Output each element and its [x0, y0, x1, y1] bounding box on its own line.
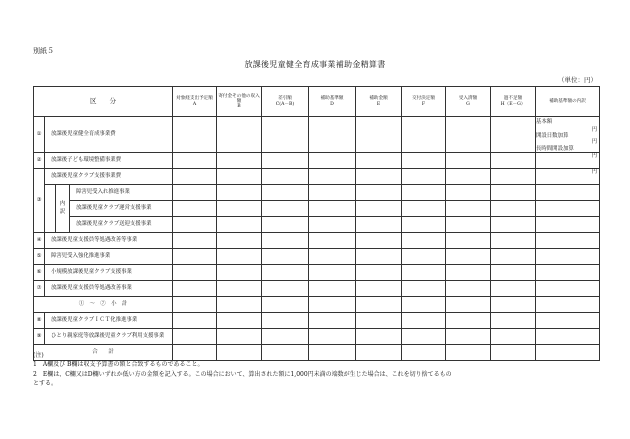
row-3-inner-text: 内訳: [59, 200, 66, 216]
header-d: [309, 87, 356, 117]
row-4-label: 放課後児童支援員等処遇改善等事業: [45, 232, 173, 248]
row-2-number: ②: [34, 152, 45, 168]
row-1-note-days: [536, 127, 600, 139]
header-b-letter: B: [237, 104, 241, 110]
document-title: 放課後児童健全育成事業補助金精算書: [244, 60, 386, 69]
row-4: [34, 232, 600, 248]
row-4-number: ④: [34, 232, 45, 248]
row-9: [34, 328, 600, 344]
row-1-note-long-text: 長時間開設加算: [536, 145, 574, 152]
row-6-label: 小規模放課後児童クラブ支援事業: [45, 264, 173, 280]
header-row: [34, 87, 600, 117]
header-f-text: 交付決定額: [412, 96, 435, 102]
header-h-letter: H（E－G）: [500, 101, 526, 107]
row-2-label: 放課後子ども環境整備事業費: [45, 152, 173, 168]
unit-label: （単位：円）: [558, 76, 597, 84]
row-6-number: ⑥: [34, 264, 45, 280]
header-f: [402, 87, 446, 117]
header-h-text: 過不足額: [503, 96, 523, 102]
header-c-text: 差引額: [278, 96, 292, 102]
header-a-text: 対象経支出予定額: [176, 96, 213, 102]
row-1-number: ①: [34, 117, 45, 153]
row-8-number: ⑧: [34, 312, 45, 328]
row-8-label: 放課後児童クラブＩＣＴ化推進事業: [45, 312, 173, 328]
row-3-sub-3-label: 放課後児童クラブ送迎支援事業: [70, 216, 173, 232]
subtotal-row: [34, 296, 600, 312]
notes-section: [33, 351, 603, 388]
note-1: 1 A欄及び B欄は収支予算書の額と合致するものであること。: [33, 361, 204, 369]
row-7-number: ⑦: [34, 280, 45, 296]
header-d-letter: D: [330, 101, 334, 107]
header-c: [262, 87, 309, 117]
settlement-table: [33, 86, 600, 361]
row-1-note-days-text: 開設日数加算: [536, 133, 569, 140]
row-3-sub-1: [34, 184, 600, 200]
header-h: [491, 87, 536, 117]
header-b-text: 寄付金その他の収入額: [218, 93, 260, 104]
header-e-letter: E: [376, 101, 381, 107]
row-5: [34, 248, 600, 264]
row-1-yen-1: 円: [591, 127, 597, 133]
header-e-text: 補助金額: [369, 96, 388, 102]
row-1-note-basic: [536, 117, 600, 128]
row-3: [34, 168, 600, 184]
row-3-sub-3: [34, 216, 600, 232]
subtotal-label: ① ～ ⑦ 小 計: [34, 296, 173, 312]
note-2-continued: とする。: [33, 379, 58, 387]
note-2: 2 E欄は、C欄又はD欄いずれか低い方の金額を記入する。この場合において、算出された額に1,000円未満の端数が生じた場合は、これを切り捨てるもの: [33, 370, 452, 378]
row-5-number: ⑤: [34, 248, 45, 264]
header-d-text: 補助基準額: [320, 96, 344, 102]
header-a-letter: A: [192, 101, 197, 107]
row-9-label: ひとり親家庭等放課後児童クラブ利用支援事業: [45, 328, 173, 344]
header-kubun: 区 分: [34, 87, 173, 117]
row-1-note-basic-text: 基本額: [536, 118, 553, 125]
row-1-yen-2: 円: [591, 139, 597, 146]
header-g: [446, 87, 491, 117]
header-a: [173, 87, 217, 117]
row-7-label: 放課後児童支援員等処遇改善事業: [45, 280, 173, 296]
header-g-letter: G: [466, 101, 470, 107]
row-3-yen: 円: [536, 168, 600, 184]
row-9-number: ⑨: [34, 328, 45, 344]
header-b: [217, 87, 262, 117]
row-2-yen: 円: [536, 152, 600, 168]
row-3-label: 放課後児童クラブ支援事業費: [45, 168, 173, 184]
row-3-sub-2-label: 放課後児童クラブ運営支援事業: [70, 200, 173, 216]
document-label: 別紙５: [33, 47, 54, 55]
total-label: 合 計: [34, 344, 173, 360]
notes-heading: (注): [33, 352, 44, 359]
header-i: 補助基準額の内訳: [536, 87, 600, 117]
header-e: [356, 87, 402, 117]
row-1-label: 放課後児童健全育成事業費: [45, 117, 173, 153]
header-g-text: 受入済額: [458, 96, 478, 102]
row-6: [34, 264, 600, 280]
row-5-label: 障害児受入強化推進事業: [45, 248, 173, 264]
row-1: [34, 117, 600, 128]
row-3-number: ③: [34, 168, 45, 232]
row-8: [34, 312, 600, 328]
header-f-letter: F: [421, 101, 426, 107]
row-3-sub-1-label: 障害児受入れ推進事業: [70, 184, 173, 200]
row-1-note-long: [536, 139, 600, 152]
header-c-letter: C(A－B): [275, 101, 295, 107]
row-3-inner-label: [56, 184, 70, 232]
row-3-sub-2: [34, 200, 600, 216]
row-7: [34, 280, 600, 296]
row-2: [34, 152, 600, 168]
